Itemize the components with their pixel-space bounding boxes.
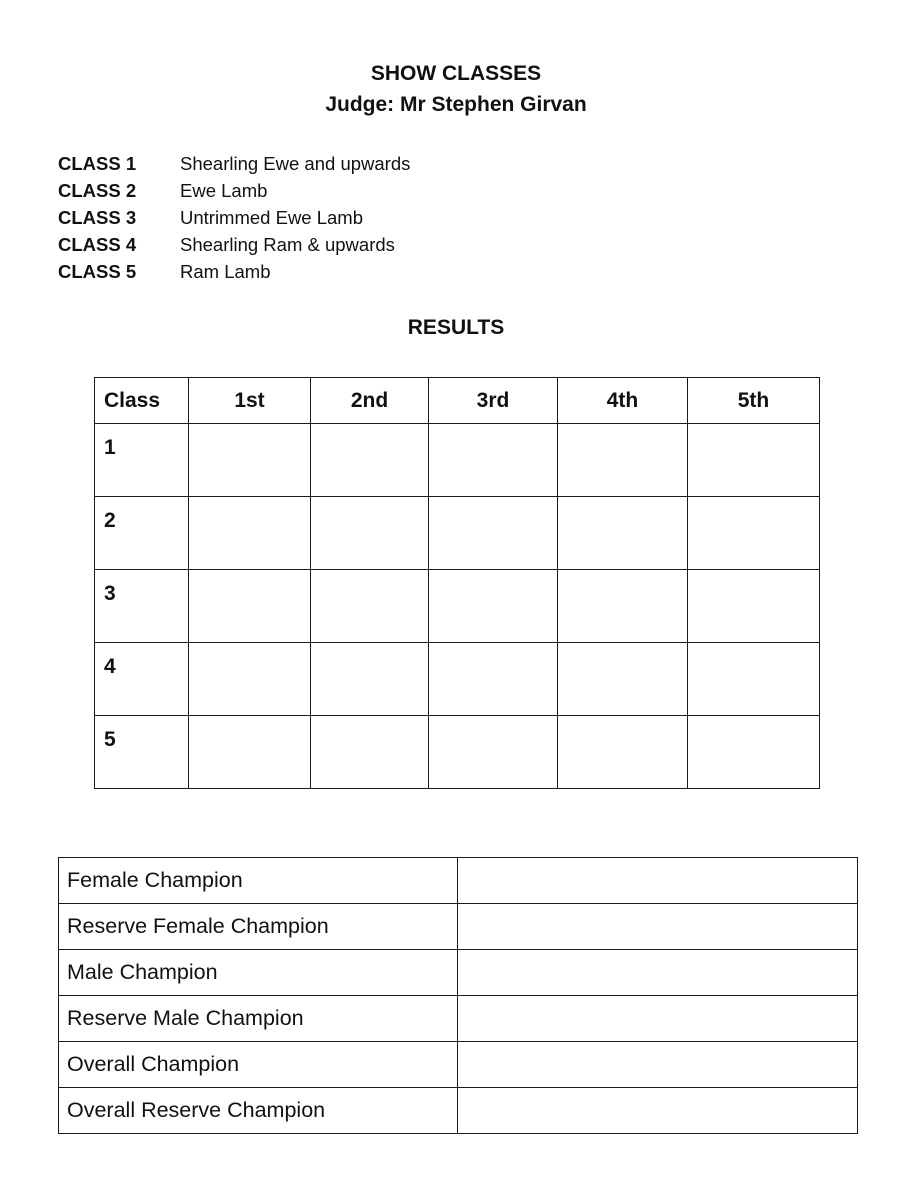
table-row — [59, 996, 858, 1042]
result-cell[interactable] — [189, 570, 311, 643]
table-row — [95, 643, 820, 716]
row-class-number: 1 — [95, 424, 189, 497]
result-cell[interactable] — [189, 716, 311, 789]
class-description: Ewe Lamb — [180, 180, 268, 201]
column-header-class: Class — [95, 378, 189, 424]
champion-label: Overall Reserve Champion — [59, 1088, 458, 1134]
class-list-item — [58, 179, 410, 206]
row-class-number: 2 — [95, 497, 189, 570]
result-cell[interactable] — [189, 497, 311, 570]
row-class-number: 3 — [95, 570, 189, 643]
class-list — [58, 152, 410, 287]
result-cell[interactable] — [429, 570, 558, 643]
result-cell[interactable] — [688, 716, 820, 789]
result-cell[interactable] — [558, 497, 688, 570]
page-title: SHOW CLASSES — [370, 62, 542, 85]
class-code: CLASS 3 — [58, 207, 137, 228]
judge-line: Judge: Mr Stephen Girvan — [325, 93, 587, 116]
champion-label: Reserve Female Champion — [59, 904, 458, 950]
column-header-5th: 5th — [688, 378, 820, 424]
champion-label: Overall Champion — [59, 1042, 458, 1088]
result-cell[interactable] — [558, 716, 688, 789]
class-list-item — [58, 152, 410, 179]
table-row — [95, 570, 820, 643]
class-list-item — [58, 206, 410, 233]
class-description: Ram Lamb — [180, 261, 271, 282]
result-cell[interactable] — [429, 424, 558, 497]
result-cell[interactable] — [429, 497, 558, 570]
column-header-3rd: 3rd — [429, 378, 558, 424]
class-description: Shearling Ram & upwards — [180, 234, 395, 255]
table-row — [95, 497, 820, 570]
result-cell[interactable] — [311, 424, 429, 497]
result-cell[interactable] — [311, 497, 429, 570]
class-list-item — [58, 260, 410, 287]
table-row — [95, 716, 820, 789]
table-row — [59, 950, 858, 996]
champion-label: Female Champion — [59, 858, 458, 904]
champion-value[interactable] — [458, 1088, 858, 1134]
results-header-row — [95, 378, 820, 424]
table-row — [59, 858, 858, 904]
champion-value[interactable] — [458, 1042, 858, 1088]
table-row — [59, 1042, 858, 1088]
table-row — [59, 1088, 858, 1134]
class-list-item — [58, 233, 410, 260]
result-cell[interactable] — [189, 643, 311, 716]
table-row — [59, 904, 858, 950]
result-cell[interactable] — [429, 716, 558, 789]
champion-value[interactable] — [458, 904, 858, 950]
column-header-2nd: 2nd — [311, 378, 429, 424]
class-code: CLASS 1 — [58, 153, 137, 174]
result-cell[interactable] — [311, 570, 429, 643]
champion-label: Reserve Male Champion — [59, 996, 458, 1042]
results-table — [94, 377, 820, 789]
champion-value[interactable] — [458, 950, 858, 996]
row-class-number: 4 — [95, 643, 189, 716]
result-cell[interactable] — [558, 643, 688, 716]
class-description: Shearling Ewe and upwards — [180, 153, 411, 174]
table-row — [95, 424, 820, 497]
champion-label: Male Champion — [59, 950, 458, 996]
result-cell[interactable] — [688, 643, 820, 716]
result-cell[interactable] — [688, 570, 820, 643]
result-cell[interactable] — [189, 424, 311, 497]
champions-table — [58, 857, 858, 1134]
column-header-4th: 4th — [558, 378, 688, 424]
result-cell[interactable] — [311, 716, 429, 789]
champion-value[interactable] — [458, 858, 858, 904]
class-description: Untrimmed Ewe Lamb — [180, 207, 364, 228]
class-code: CLASS 4 — [58, 234, 137, 255]
row-class-number: 5 — [95, 716, 189, 789]
champion-value[interactable] — [458, 996, 858, 1042]
result-cell[interactable] — [688, 497, 820, 570]
result-cell[interactable] — [429, 643, 558, 716]
results-title: RESULTS — [407, 316, 505, 339]
result-cell[interactable] — [688, 424, 820, 497]
column-header-1st: 1st — [189, 378, 311, 424]
result-cell[interactable] — [558, 570, 688, 643]
class-code: CLASS 2 — [58, 180, 137, 201]
result-cell[interactable] — [558, 424, 688, 497]
class-code: CLASS 5 — [58, 261, 137, 282]
result-cell[interactable] — [311, 643, 429, 716]
